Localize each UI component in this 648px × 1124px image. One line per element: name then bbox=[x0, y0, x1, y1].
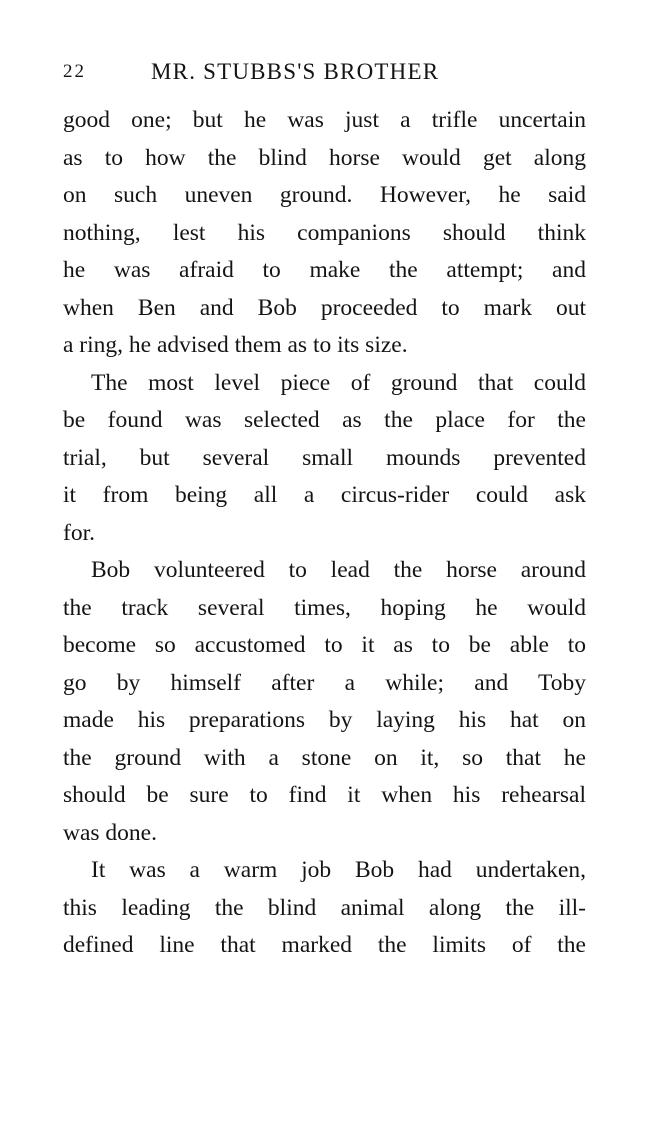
paragraph bbox=[63, 365, 586, 553]
text-line: trial, but several small mounds prevented bbox=[63, 444, 586, 471]
text-line: go by himself after a while; and Toby bbox=[63, 669, 586, 696]
text-line: when Ben and Bob proceeded to mark out bbox=[63, 294, 586, 321]
text-line: he was afraid to make the attempt; and bbox=[63, 257, 586, 283]
text-line: become so accustomed to it as to be able to bbox=[63, 632, 586, 658]
body-text bbox=[63, 102, 586, 965]
text-line: be found was selected as the place for the bbox=[63, 407, 586, 433]
text-line: the track several times, hoping he would bbox=[63, 594, 586, 621]
text-line: this leading the blind animal along the ill- bbox=[63, 894, 586, 921]
text-line: should be sure to find it when his rehearsal bbox=[63, 782, 586, 808]
text-line: defined line that marked the limits of the bbox=[63, 932, 586, 958]
text-line: The most level piece of ground that could bbox=[91, 369, 586, 396]
text-line: it from being all a circus-rider could ask bbox=[63, 482, 586, 508]
page-number: 22 bbox=[63, 61, 86, 82]
paragraph bbox=[63, 552, 586, 852]
text-line: nothing, lest his companions should think bbox=[63, 219, 586, 246]
text-line: on such uneven ground. However, he said bbox=[63, 182, 586, 208]
text-line: made his preparations by laying his hat on bbox=[63, 707, 586, 733]
text-line: It was a warm job Bob had undertaken, bbox=[91, 857, 586, 883]
text-line: good one; but he was just a trifle uncertain bbox=[63, 107, 586, 133]
text-line: a ring, he advised them as to its size. bbox=[63, 332, 408, 358]
text-line: the ground with a stone on it, so that he bbox=[63, 744, 586, 771]
text-line: for. bbox=[63, 519, 95, 546]
text-line: as to how the blind horse would get along bbox=[63, 144, 586, 171]
page-header bbox=[63, 56, 593, 88]
running-title: MR. STUBBS'S BROTHER bbox=[151, 59, 440, 84]
text-line: Bob volunteered to lead the horse around bbox=[91, 557, 586, 583]
paragraph bbox=[63, 852, 586, 965]
paragraph bbox=[63, 102, 586, 365]
text-line: was done. bbox=[63, 819, 157, 846]
